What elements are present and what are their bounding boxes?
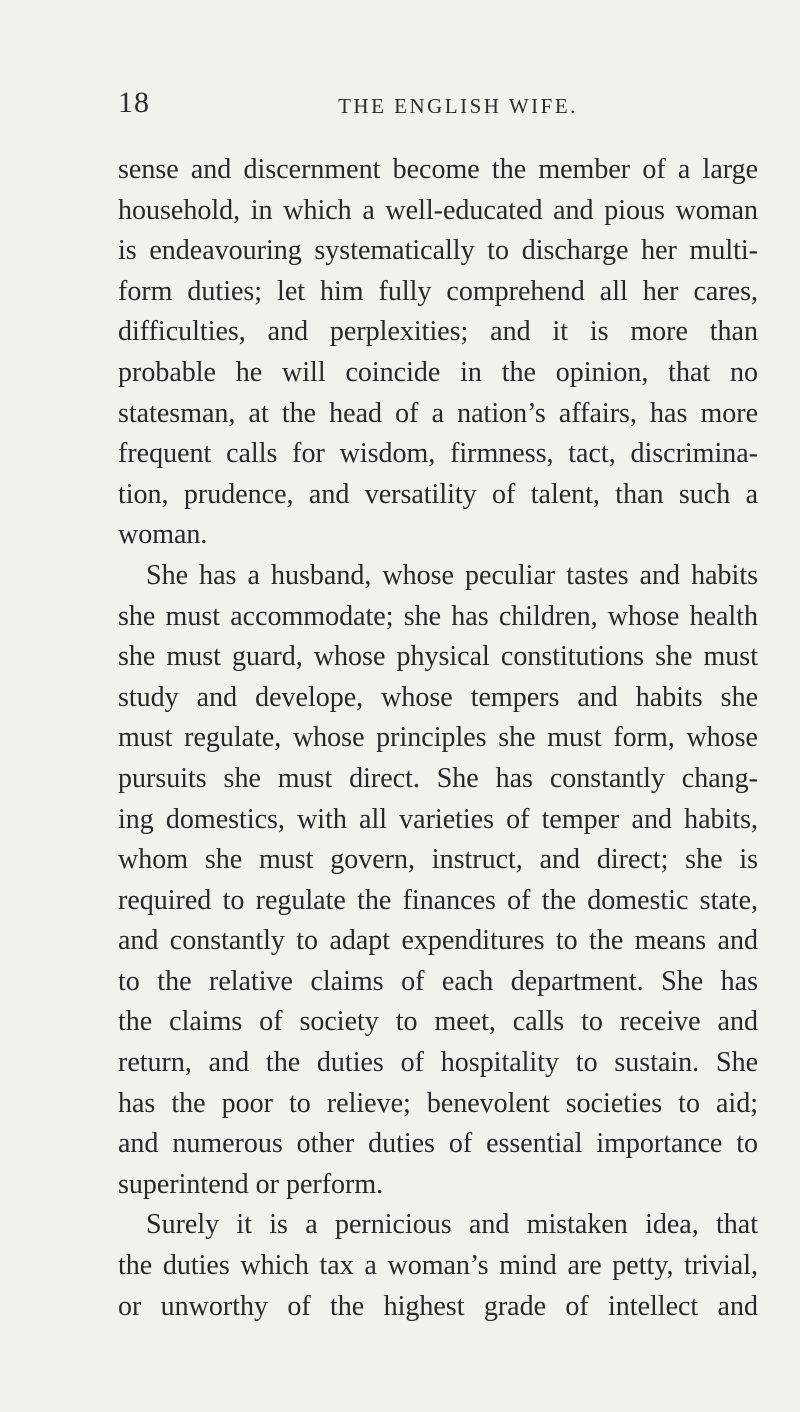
- page-header: [118, 86, 758, 132]
- text-line: must regulate, whose principles she must form, whose: [118, 722, 758, 754]
- text-line: and numerous other duties of essential importance to: [118, 1128, 758, 1160]
- text-line: sense and discernment become the member of a large: [118, 154, 758, 185]
- text-line: whom she must govern, instruct, and direct; she is: [118, 844, 758, 876]
- text-line: pursuits she must direct. She has constantly chang-: [118, 762, 758, 794]
- text-line: She has a husband, whose peculiar tastes and habits: [146, 559, 758, 591]
- text-line: is endeavouring systematically to discharge her multi-: [118, 235, 758, 267]
- body-text: [118, 150, 758, 1327]
- text-line: form duties; let him fully comprehend all her cares,: [118, 275, 758, 307]
- text-line: statesman, at the head of a nation’s affairs, has more: [118, 397, 758, 429]
- text-line: has the poor to relieve; benevolent societies to aid;: [118, 1087, 758, 1119]
- text-line: probable he will coincide in the opinion, that no: [118, 356, 758, 388]
- text-line: superintend or perform.: [118, 1168, 384, 1200]
- text-line: the claims of society to meet, calls to receive and: [118, 1006, 758, 1038]
- text-line: she must accommodate; she has children, whose health: [118, 600, 758, 632]
- text-line: the duties which tax a woman’s mind are petty, trivial,: [118, 1250, 758, 1282]
- page-number: 18: [118, 86, 150, 119]
- text-line: ing domestics, with all varieties of temper and habits,: [118, 803, 758, 835]
- text-line: she must guard, whose physical constitutions she must: [118, 641, 758, 673]
- text-line: or unworthy of the highest grade of intellect and: [118, 1290, 758, 1322]
- text-line: study and develope, whose tempers and habits she: [118, 681, 758, 713]
- text-line: Surely it is a pernicious and mistaken idea, that: [146, 1209, 758, 1241]
- text-line: return, and the duties of hospitality to sustain. She: [118, 1047, 758, 1079]
- text-line: woman.: [118, 519, 208, 551]
- text-line: difficulties, and perplexities; and it is more than: [118, 316, 758, 348]
- text-line: frequent calls for wisdom, firmness, tact, discrimina-: [118, 438, 758, 470]
- text-line: to the relative claims of each department. She has: [118, 965, 758, 997]
- running-head: THE ENGLISH WIFE.: [338, 94, 578, 118]
- text-line: household, in which a well-educated and pious woman: [118, 194, 758, 226]
- text-line: required to regulate the finances of the domestic state,: [118, 884, 758, 916]
- text-line: tion, prudence, and versatility of talent, than such a: [118, 478, 758, 510]
- text-line: and constantly to adapt expenditures to the means and: [118, 925, 758, 957]
